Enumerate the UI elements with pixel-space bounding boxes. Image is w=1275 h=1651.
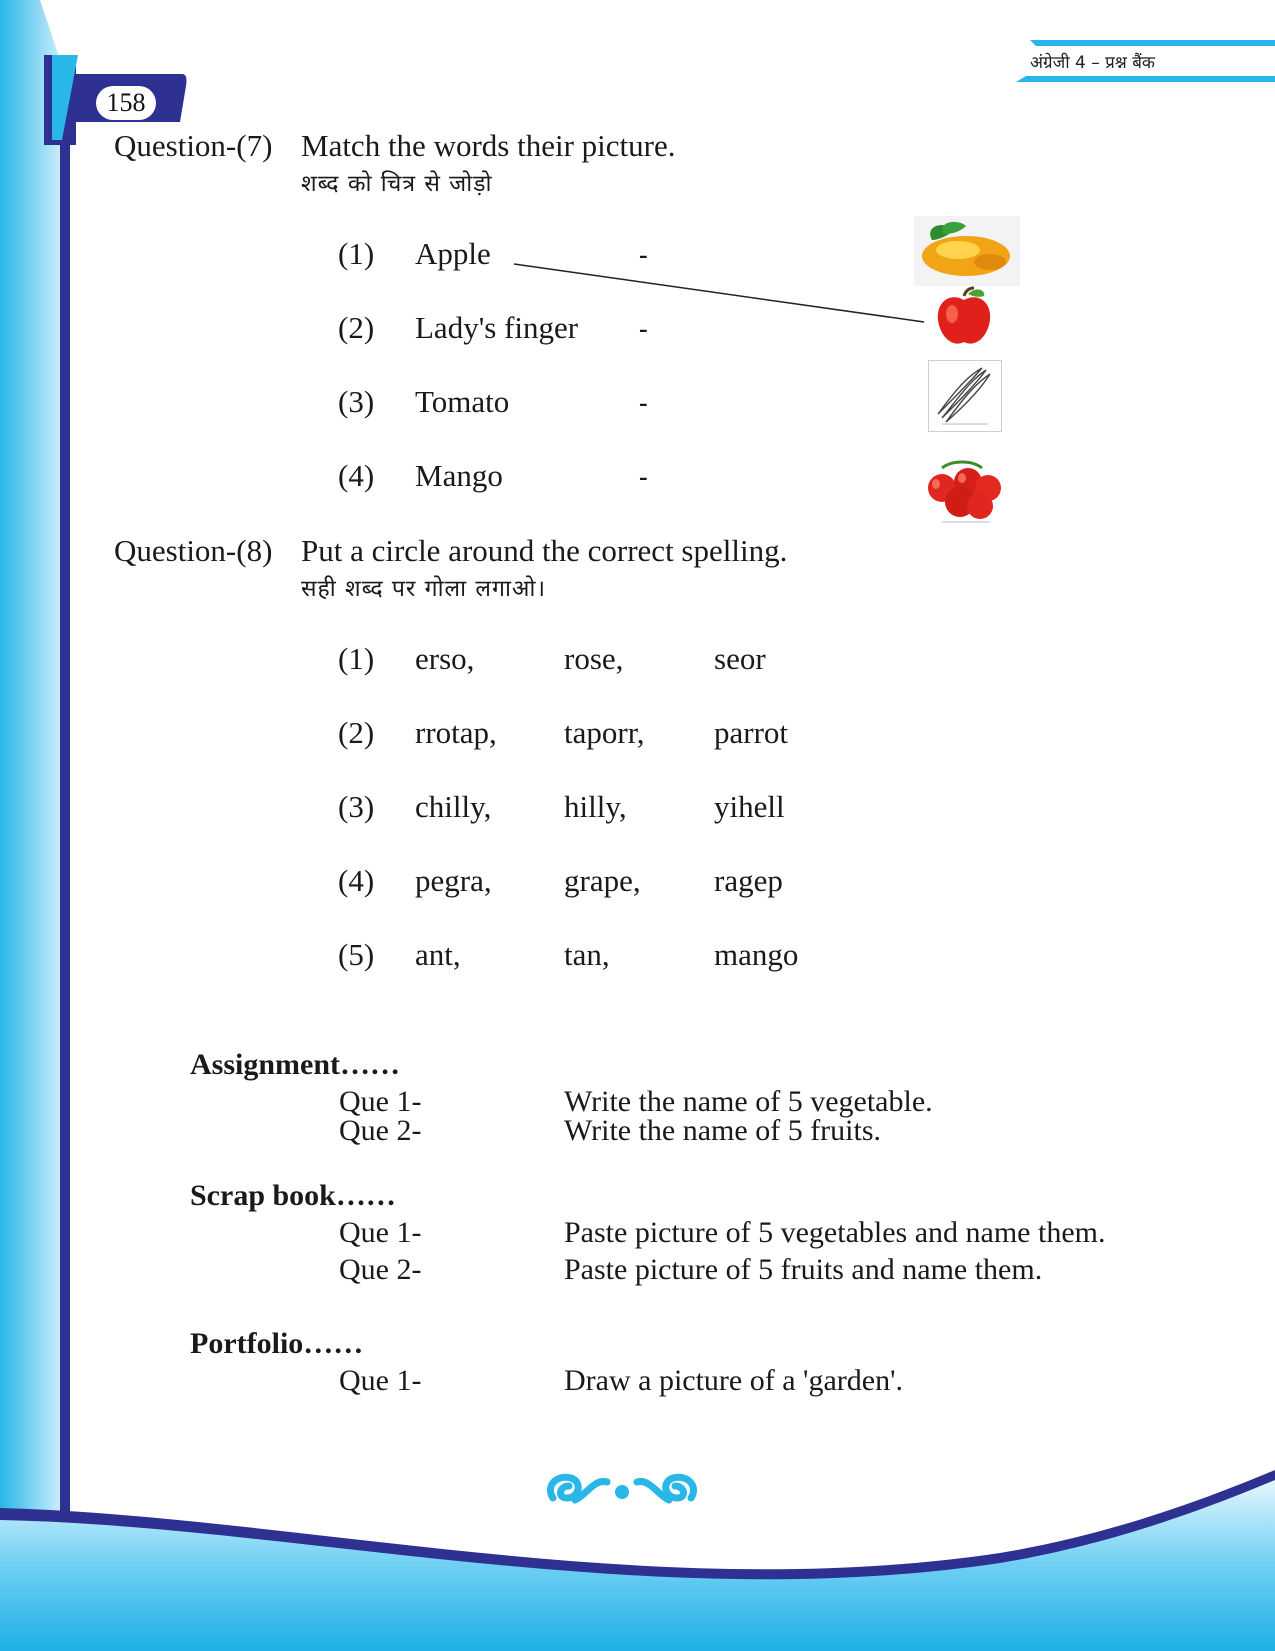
q8-hindi-instruction: सही शब्द पर गोला लगाओ। — [301, 576, 547, 602]
spelling-option[interactable]: parrot — [714, 715, 789, 750]
q7-label: Question-(7) — [114, 128, 273, 163]
q8-row-number: (3) — [338, 789, 375, 824]
spelling-option[interactable]: rrotap, — [415, 715, 497, 750]
spelling-option[interactable]: rose, — [564, 641, 624, 676]
task-text: Paste picture of 5 fruits and name them. — [564, 1253, 1043, 1286]
book-title: अंग्रेजी 4 – प्रश्न बैंक — [1030, 53, 1155, 73]
spelling-option[interactable]: mango — [714, 937, 799, 972]
spelling-option[interactable]: taporr, — [564, 715, 645, 750]
q7-item-dash: - — [639, 240, 648, 269]
task-label: Que 2- — [339, 1114, 422, 1147]
spelling-option[interactable]: tan, — [564, 937, 610, 972]
task-text: Paste picture of 5 vegetables and name them. — [564, 1216, 1106, 1249]
apple-picture[interactable] — [932, 286, 996, 348]
assignment-heading: Assignment…… — [190, 1048, 401, 1081]
spelling-option[interactable]: ragep — [714, 863, 783, 898]
spelling-option[interactable]: hilly, — [564, 789, 627, 824]
task-text: Draw a picture of a 'garden'. — [564, 1364, 903, 1397]
q7-item-number: (2) — [338, 310, 375, 345]
q8-row-number: (2) — [338, 715, 375, 750]
spelling-option[interactable]: grape, — [564, 863, 641, 898]
q7-item-number: (4) — [338, 458, 375, 493]
tomato-picture[interactable] — [922, 458, 1004, 526]
q7-item-word: Mango — [415, 458, 503, 493]
task-label: Que 1- — [339, 1216, 422, 1249]
q8-row-number: (4) — [338, 863, 375, 898]
q7-hindi-instruction: शब्द को चित्र से जोड़ो — [301, 171, 493, 197]
spelling-option[interactable]: erso, — [415, 641, 475, 676]
q8-row-number: (1) — [338, 641, 375, 676]
spelling-option[interactable]: seor — [714, 641, 766, 676]
spelling-option[interactable]: ant, — [415, 937, 461, 972]
portfolio-heading: Portfolio…… — [190, 1327, 364, 1360]
q8-label: Question-(8) — [114, 533, 273, 568]
page-number: 158 — [96, 86, 156, 120]
q7-item-word: Tomato — [415, 384, 510, 419]
ladys-finger-picture[interactable] — [928, 360, 1002, 432]
task-text: Write the name of 5 vegetable. — [564, 1085, 933, 1118]
q7-item-number: (3) — [338, 384, 375, 419]
q7-item-word: Lady's finger — [415, 310, 579, 345]
spelling-option[interactable]: yihell — [714, 789, 785, 824]
task-label: Que 1- — [339, 1085, 422, 1118]
mango-picture[interactable] — [914, 216, 1020, 286]
task-label: Que 2- — [339, 1253, 422, 1286]
q7-item-dash: - — [639, 388, 648, 417]
task-label: Que 1- — [339, 1364, 422, 1397]
q7-title: Match the words their picture. — [301, 128, 676, 163]
spelling-option[interactable]: pegra, — [415, 863, 492, 898]
task-text: Write the name of 5 fruits. — [564, 1114, 882, 1147]
q7-item-dash: - — [639, 462, 648, 491]
q8-title: Put a circle around the correct spelling. — [301, 533, 788, 568]
spelling-option[interactable]: chilly, — [415, 789, 492, 824]
q7-item-number: (1) — [338, 236, 375, 271]
scrapbook-heading: Scrap book…… — [190, 1179, 396, 1212]
q8-row-number: (5) — [338, 937, 375, 972]
q7-item-dash: - — [639, 314, 648, 343]
q7-item-word: Apple — [415, 236, 491, 271]
